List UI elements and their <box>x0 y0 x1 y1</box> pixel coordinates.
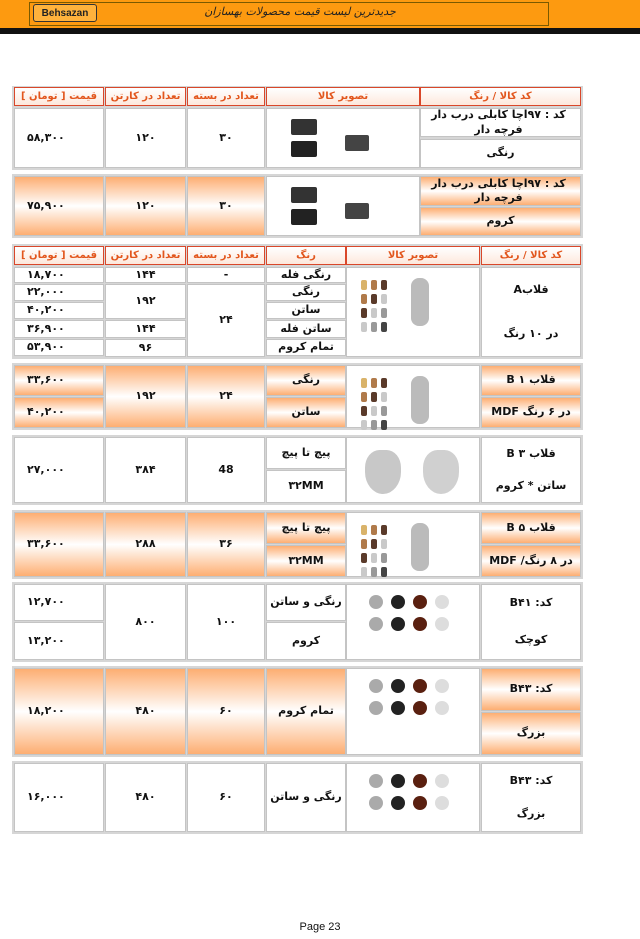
price-cell: ۳۳,۶۰۰ <box>14 512 104 577</box>
color-cell: رنگی و ساتن <box>266 584 346 621</box>
carton-cell: ۳۸۴ <box>105 437 186 503</box>
product-photo <box>351 370 475 423</box>
color-cell: کروم <box>266 622 346 660</box>
product-swatch <box>435 701 449 715</box>
product-swatch <box>435 774 449 788</box>
carton-cell: ۴۸۰ <box>105 763 186 832</box>
product-swatch <box>381 420 387 430</box>
product-swatch <box>371 322 377 332</box>
code-line: بزرگ <box>516 807 546 821</box>
product-swatch <box>391 617 405 631</box>
product-swatch <box>371 308 377 318</box>
price-cell: ۱۲,۷۰۰ <box>14 584 104 621</box>
price-cell: ۴۰,۲۰۰ <box>14 397 104 428</box>
product-swatch <box>423 450 459 494</box>
product-swatch <box>361 406 367 416</box>
code-cell: قلاب B ۱ <box>481 365 581 396</box>
product-image <box>346 267 480 357</box>
code-cell: کد: B۴۳ <box>481 668 581 711</box>
color-cell: ساتن فله <box>266 320 346 338</box>
product-swatch <box>361 392 367 402</box>
product-swatch <box>391 701 405 715</box>
product-swatch <box>381 308 387 318</box>
product-swatch <box>371 378 377 388</box>
pack-cell: - <box>187 267 265 283</box>
product-swatch <box>361 567 367 577</box>
product-swatch <box>411 278 429 326</box>
price-cell: ۳۶,۹۰۰ <box>14 320 104 338</box>
product-swatch <box>369 774 383 788</box>
color-cell: پیچ تا پیچ <box>266 512 346 544</box>
code-cell: کد : ۹۷اچا کابلی درب دار فرچه دار <box>420 176 581 206</box>
product-swatch <box>391 796 405 810</box>
product-swatch <box>361 308 367 318</box>
page-number: Page 23 <box>299 921 341 933</box>
code-line: کوچک <box>514 633 548 647</box>
product-swatch <box>381 525 387 535</box>
color-cell: کروم <box>420 207 581 236</box>
product-swatch <box>413 796 427 810</box>
product-swatch <box>361 378 367 388</box>
page-title: جدیدترین لیست قیمت محصولات بهسازان <box>204 5 396 18</box>
color-cell: پیچ تا پیچ <box>266 437 346 469</box>
product-photo <box>351 768 475 827</box>
product-swatch <box>291 141 317 157</box>
header-image: تصویر کالا <box>266 87 420 106</box>
product-swatch <box>381 567 387 577</box>
header-price: قیمت [ تومان ] <box>14 246 104 265</box>
code-line: قلابA <box>513 282 549 296</box>
color-cell: رنگی <box>266 365 346 396</box>
price-cell: ۵۳,۹۰۰ <box>14 339 104 356</box>
color-cell: تمام کروم <box>266 668 346 755</box>
carton-cell: ۲۸۸ <box>105 512 186 577</box>
product-swatch <box>413 679 427 693</box>
code-line: در ۱۰ رنگ <box>503 326 559 340</box>
product-photo <box>351 517 475 572</box>
product-swatch <box>345 203 369 219</box>
pack-cell: ۱۰۰ <box>187 584 265 660</box>
carton-cell: ۱۲۰ <box>105 108 186 168</box>
product-image <box>346 763 480 832</box>
product-swatch <box>371 280 377 290</box>
price-cell: ۷۵,۹۰۰ <box>14 176 104 236</box>
product-swatch <box>411 376 429 424</box>
header-pack: تعداد در بسته <box>187 246 265 265</box>
header-carton: تعداد در کارتن <box>105 87 186 106</box>
product-swatch <box>291 187 317 203</box>
product-image <box>266 108 420 168</box>
code-cell: در ۸ رنگ/ MDF <box>481 545 581 577</box>
product-swatch <box>381 553 387 563</box>
product-swatch <box>413 617 427 631</box>
carton-cell: ۱۹۲ <box>105 365 186 428</box>
product-swatch <box>361 294 367 304</box>
color-cell: تمام کروم <box>266 339 346 356</box>
product-swatch <box>435 679 449 693</box>
product-swatch <box>391 595 405 609</box>
color-cell: رنگی و ساتن <box>266 763 346 832</box>
product-swatch <box>361 525 367 535</box>
product-swatch <box>391 679 405 693</box>
price-cell: ۳۳,۶۰۰ <box>14 365 104 396</box>
code-cell <box>481 763 581 832</box>
product-swatch <box>381 294 387 304</box>
header-price: قیمت [ تومان ] <box>14 87 104 106</box>
color-cell: ساتن <box>266 397 346 428</box>
product-swatch <box>381 406 387 416</box>
code-line: کد: B۴۱ <box>509 596 553 610</box>
product-swatch <box>371 420 377 430</box>
code-cell <box>481 584 581 660</box>
product-swatch <box>345 135 369 151</box>
color-cell: ۳۲MM <box>266 545 346 577</box>
product-swatch <box>435 796 449 810</box>
product-swatch <box>365 450 401 494</box>
code-cell <box>481 267 581 357</box>
color-cell: ساتن <box>266 302 346 319</box>
product-swatch <box>413 595 427 609</box>
header-color: رنگ <box>266 246 346 265</box>
product-swatch <box>369 796 383 810</box>
product-photo <box>271 181 415 231</box>
product-photo <box>351 442 475 498</box>
product-image <box>346 365 480 428</box>
product-photo <box>351 272 475 352</box>
product-swatch <box>371 525 377 535</box>
carton-cell: ۱۴۴ <box>105 267 186 283</box>
product-swatch <box>381 322 387 332</box>
code-line: کد: B۴۳ <box>509 773 553 787</box>
product-swatch <box>369 595 383 609</box>
header-pack: تعداد در بسته <box>187 87 265 106</box>
product-swatch <box>361 553 367 563</box>
product-swatch <box>435 617 449 631</box>
code-line: ساتن * کروم <box>495 478 567 492</box>
product-photo <box>351 673 475 750</box>
product-swatch <box>381 378 387 388</box>
product-swatch <box>361 322 367 332</box>
product-swatch <box>371 392 377 402</box>
color-cell: رنگی <box>420 139 581 168</box>
product-image <box>346 584 480 660</box>
carton-cell: ۱۲۰ <box>105 176 186 236</box>
product-swatch <box>361 280 367 290</box>
product-swatch <box>371 294 377 304</box>
price-cell: ۵۸,۳۰۰ <box>14 108 104 168</box>
price-cell: ۲۲,۰۰۰ <box>14 284 104 301</box>
header-image: تصویر کالا <box>346 246 480 265</box>
product-swatch <box>371 539 377 549</box>
price-cell: ۱۶,۰۰۰ <box>14 763 104 832</box>
product-swatch <box>381 280 387 290</box>
price-cell: ۱۸,۲۰۰ <box>14 668 104 755</box>
code-line: قلاب B ۳ <box>506 446 556 460</box>
product-swatch <box>435 595 449 609</box>
product-image <box>346 512 480 577</box>
product-swatch <box>371 567 377 577</box>
code-cell: بزرگ <box>481 712 581 755</box>
product-swatch <box>413 701 427 715</box>
carton-cell: ۱۴۴ <box>105 320 186 338</box>
product-image <box>346 437 480 503</box>
code-cell <box>481 437 581 503</box>
carton-cell: ۱۹۲ <box>105 284 186 319</box>
price-cell: ۲۷,۰۰۰ <box>14 437 104 503</box>
product-swatch <box>291 119 317 135</box>
carton-cell: ۹۶ <box>105 339 186 357</box>
brand-logo: Behsazan <box>33 4 97 22</box>
carton-cell: ۴۸۰ <box>105 668 186 755</box>
code-cell: کد : ۹۷اچا کابلی درب دار فرچه دار <box>420 108 581 137</box>
product-swatch <box>413 774 427 788</box>
carton-cell: ۸۰۰ <box>105 584 186 660</box>
pack-cell: ۶۰ <box>187 668 265 755</box>
product-swatch <box>369 617 383 631</box>
color-cell: رنگی <box>266 284 346 301</box>
product-swatch <box>411 523 429 571</box>
product-image <box>266 176 420 236</box>
product-swatch <box>381 539 387 549</box>
header-code: کد کالا / رنگ <box>420 87 581 106</box>
code-cell: قلاب B ۵ <box>481 512 581 544</box>
product-photo <box>271 113 415 163</box>
code-cell: در ۶ رنگ MDF <box>481 397 581 428</box>
product-swatch <box>361 539 367 549</box>
product-swatch <box>391 774 405 788</box>
color-cell: رنگی فله <box>266 267 346 283</box>
product-photo <box>351 589 475 655</box>
product-swatch <box>369 701 383 715</box>
pack-cell: ۳۰ <box>187 108 265 168</box>
product-swatch <box>371 553 377 563</box>
product-swatch <box>371 406 377 416</box>
header-divider <box>0 28 640 34</box>
price-cell: ۴۰,۲۰۰ <box>14 302 104 319</box>
product-swatch <box>381 392 387 402</box>
pack-cell: ۳۰ <box>187 176 265 236</box>
price-cell: ۱۸,۷۰۰ <box>14 267 104 283</box>
pack-cell: ۲۴ <box>187 284 265 357</box>
price-cell: ۱۳,۲۰۰ <box>14 622 104 660</box>
pack-cell: ۶۰ <box>187 763 265 832</box>
product-swatch <box>361 420 367 430</box>
header-carton: تعداد در کارتن <box>105 246 186 265</box>
pack-cell: ۲۴ <box>187 365 265 428</box>
header-code: کد کالا / رنگ <box>481 246 581 265</box>
product-swatch <box>369 679 383 693</box>
color-cell: ۳۲MM <box>266 470 346 503</box>
pack-cell: 48 <box>187 437 265 503</box>
product-image <box>346 668 480 755</box>
pack-cell: ۳۶ <box>187 512 265 577</box>
product-swatch <box>291 209 317 225</box>
